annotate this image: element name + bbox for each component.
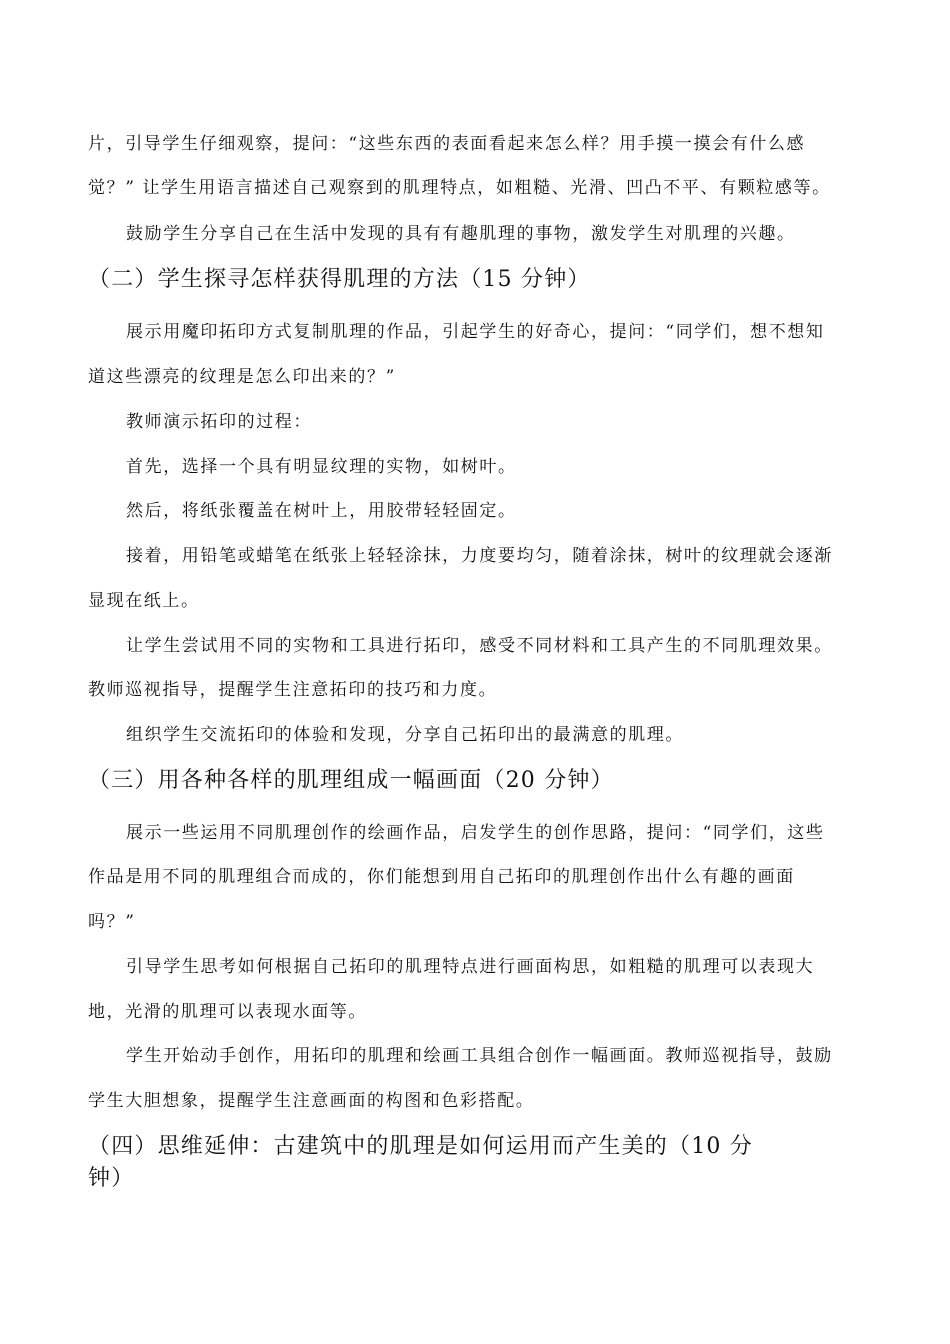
paragraph-line: 吗？” <box>88 912 136 932</box>
paragraph-line: 接着，用铅笔或蜡笔在纸张上轻轻涂抹，力度要均匀，随着涂抹，树叶的纹理就会逐渐 <box>126 546 833 566</box>
paragraph-line: 让学生尝试用不同的实物和工具进行拓印，感受不同材料和工具产生的不同肌理效果。 <box>126 636 833 656</box>
paragraph-line: 觉？” 让学生用语言描述自己观察到的肌理特点，如粗糙、光滑、凹凸不平、有颗粒感等。 <box>88 178 831 198</box>
paragraph-line: 组织学生交流拓印的体验和发现，分享自己拓印出的最满意的肌理。 <box>126 725 684 745</box>
paragraph-line: 教师巡视指导，提醒学生注意拓印的技巧和力度。 <box>88 680 498 700</box>
paragraph-line: 首先，选择一个具有明显纹理的实物，如树叶。 <box>126 457 517 477</box>
paragraph-line: 学生开始动手创作，用拓印的肌理和绘画工具组合创作一幅画面。教师巡视指导，鼓励 <box>126 1046 833 1066</box>
paragraph-line: 作品是用不同的肌理组合而成的，你们能想到用自己拓印的肌理创作出什么有趣的画面 <box>88 867 795 887</box>
paragraph-line: 展示用魔印拓印方式复制肌理的作品，引起学生的好奇心，提问：“同学们，想不想知 <box>126 322 825 342</box>
paragraph-line: 片，引导学生仔细观察，提问：“这些东西的表面看起来怎么样？用手摸一摸会有什么感 <box>88 134 806 154</box>
paragraph-line: 道这些漂亮的纹理是怎么印出来的？” <box>88 367 396 387</box>
paragraph-line: 教师演示拓印的过程： <box>126 412 312 432</box>
section-heading-4: （四）思维延伸：古建筑中的肌理是如何运用而产生美的（10 分 <box>88 1134 753 1159</box>
section-heading-2: （二）学生探寻怎样获得肌理的方法（15 分钟） <box>88 267 591 292</box>
paragraph-line: 鼓励学生分享自己在生活中发现的具有有趣肌理的事物，激发学生对肌理的兴趣。 <box>126 224 796 244</box>
paragraph-line: 然后，将纸张覆盖在树叶上，用胶带轻轻固定。 <box>126 501 517 521</box>
paragraph-line: 地，光滑的肌理可以表现水面等。 <box>88 1002 367 1022</box>
paragraph-line: 引导学生思考如何根据自己拓印的肌理特点进行画面构思，如粗糙的肌理可以表现大 <box>126 957 815 977</box>
paragraph-line: 展示一些运用不同肌理创作的绘画作品，启发学生的创作思路，提问：“同学们，这些 <box>126 823 825 843</box>
paragraph-line: 学生大胆想象，提醒学生注意画面的构图和色彩搭配。 <box>88 1091 535 1111</box>
paragraph-line: 显现在纸上。 <box>88 591 200 611</box>
section-heading-3: （三）用各种各样的肌理组成一幅画面（20 分钟） <box>88 768 614 793</box>
section-heading-4-continued: 钟） <box>88 1166 135 1191</box>
